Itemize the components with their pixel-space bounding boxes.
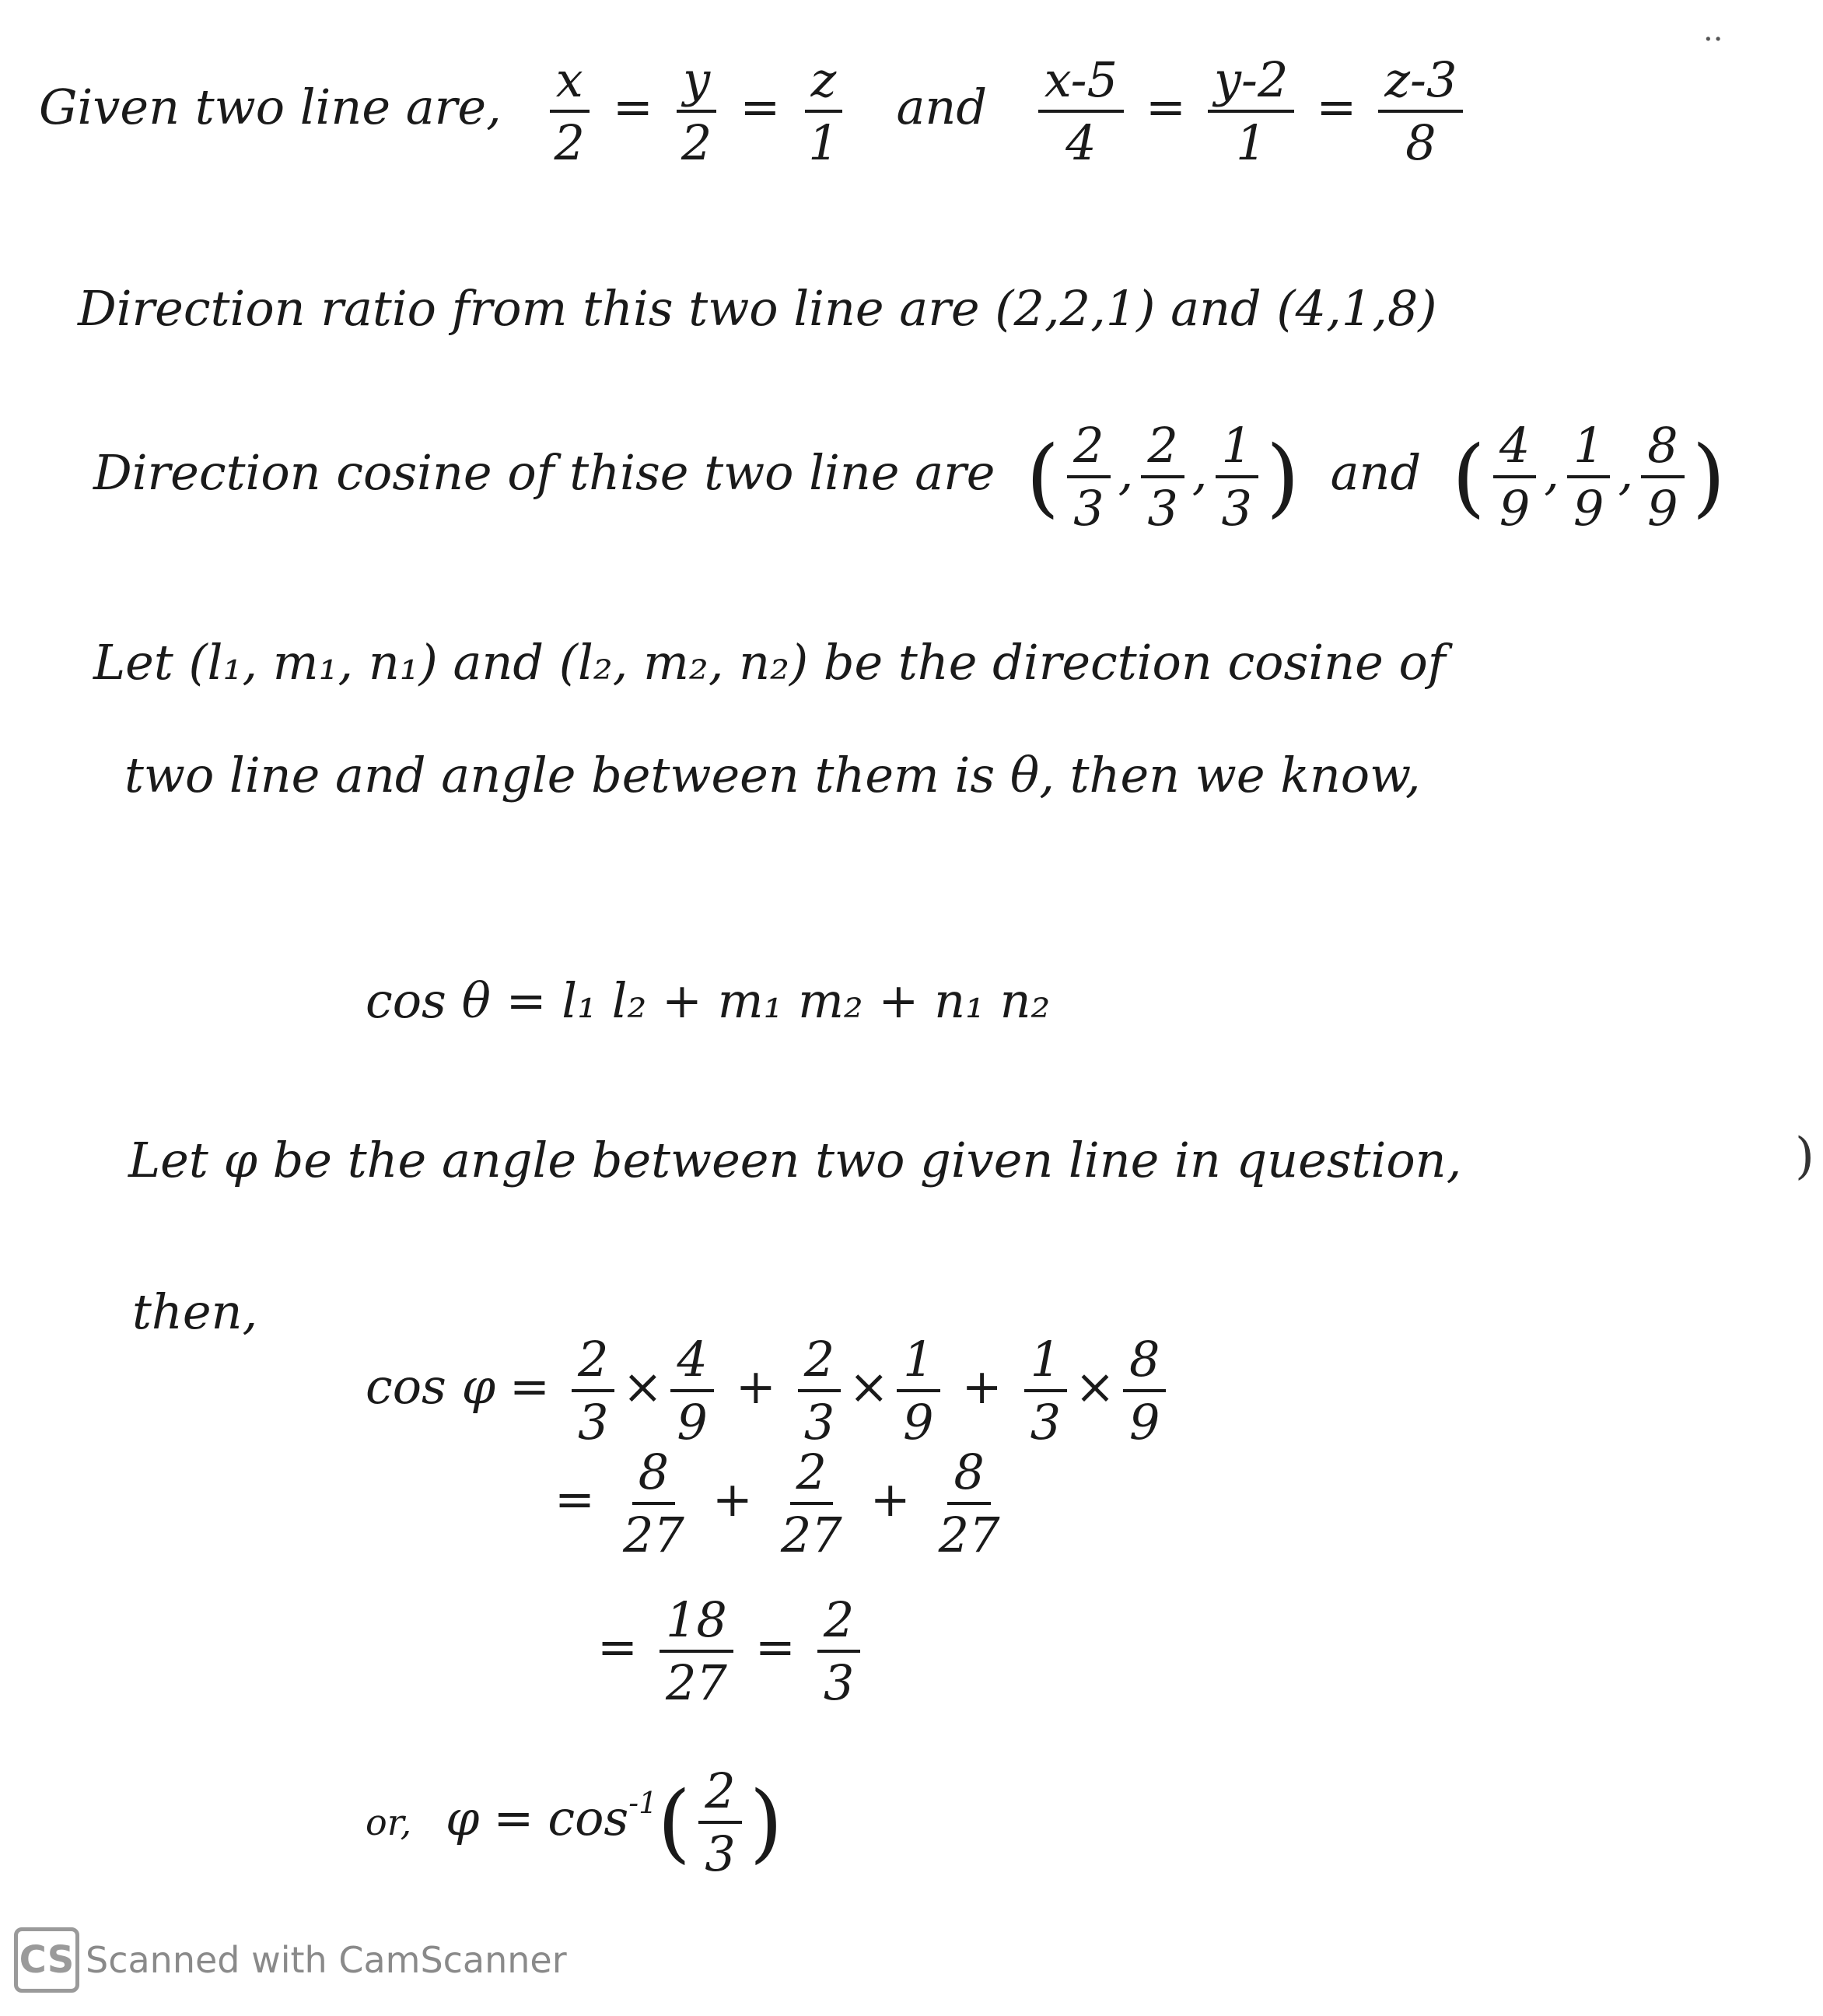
fraction: $\frac{z-3}{8}$ <box>1378 54 1463 168</box>
line1-equation: $\frac{x}{2}$ = $\frac{y}{2}$ = $\frac{z}{1}$ <box>540 79 868 135</box>
cos-theta-formula: cos θ = l₁ l₂ + m₁ m₂ + n₁ n₂ <box>366 972 1051 1029</box>
calc-step-2: = $\frac{8}{27}$ + $\frac{2}{27}$ + $\frac{8}{27}$ <box>541 1447 1014 1560</box>
fraction: $\frac{8}{9}$ <box>1641 420 1684 534</box>
camscanner-logo-icon: CS <box>14 1927 79 1993</box>
calc-step-1: cos φ = $\frac{2}{3}$ × $\frac{4}{9}$ + $\frac{2}{3}$ × $\frac{1}{9}$ + $\frac{1}{3}$ × $\frac{8}{9}$ <box>366 1334 1174 1447</box>
and-text: and <box>1330 444 1422 502</box>
fraction: $\frac{8}{9}$ <box>1123 1334 1166 1447</box>
camscanner-text: Scanned with CamScanner <box>86 1939 567 1981</box>
fraction: $\frac{2}{27}$ <box>780 1444 842 1564</box>
and-text: and <box>896 79 988 136</box>
cos-phi-lhs: cos φ <box>366 1358 495 1416</box>
fraction: $\frac{4}{9}$ <box>1493 420 1536 534</box>
given-text: Given two line are, <box>39 79 502 136</box>
direction-cosine-line: Direction cosine of thise two line are ( $\frac{2}{3}$ , $\frac{2}{3}$ , $\frac{1}{3}$ ) and ( $\frac{4}{9}$ , $\frac{1}{9}$ , $\frac{8}{9}$ ) <box>93 417 1726 537</box>
final-answer: or, $\varphi = \cos^{-1}$( $\frac{2}{3}$ ) <box>366 1762 783 1883</box>
corner-dots-icon: ·· <box>1703 22 1723 58</box>
or-text: or, <box>366 1801 412 1844</box>
fraction: $\frac{1}{9}$ <box>1567 420 1610 534</box>
fraction: $\frac{2}{3}$ <box>817 1594 860 1708</box>
calc-step-3: = $\frac{18}{27}$ = $\frac{2}{3}$ <box>583 1594 868 1708</box>
fraction: $\frac{18}{27}$ <box>660 1594 733 1708</box>
fraction: $\frac{4}{9}$ <box>670 1334 713 1447</box>
fraction: $\frac{2}{3}$ <box>698 1766 741 1879</box>
let-phi-line: Let φ be the angle between two given line in question, <box>128 1132 1462 1188</box>
fraction: $\frac{2}{3}$ <box>1141 420 1184 534</box>
fraction: $\frac{y}{2}$ <box>675 54 718 168</box>
line2-equation: $\frac{x-5}{4}$ = $\frac{y-2}{1}$ = $\frac{z-3}{8}$ <box>1030 79 1471 135</box>
given-line <box>39 51 1471 172</box>
direction-cosine-text: Direction cosine of thise two line are <box>93 444 995 502</box>
let-direction-cosine-line: Let (l₁, m₁, n₁) and (l₂, m₂, n₂) be the direction cosine of <box>93 634 1446 691</box>
then-text: then, <box>132 1283 258 1340</box>
fraction: $\frac{y-2}{1}$ <box>1208 54 1294 168</box>
fraction: $\frac{8}{27}$ <box>622 1444 684 1564</box>
stray-paren-mark: ) <box>1795 1128 1814 1185</box>
fraction: $\frac{2}{3}$ <box>1067 420 1110 534</box>
fraction: $\frac{z}{1}$ <box>802 54 845 168</box>
fraction: $\frac{2}{3}$ <box>572 1334 614 1447</box>
fraction: $\frac{1}{9}$ <box>897 1334 939 1447</box>
fraction: $\frac{x}{2}$ <box>548 54 590 168</box>
direction-ratio-line: Direction ratio from this two line are (2,2,1) and (4,1,8) <box>78 280 1437 337</box>
fraction: $\frac{2}{3}$ <box>798 1334 841 1447</box>
camscanner-watermark <box>14 1927 567 1993</box>
fraction: $\frac{x-5}{4}$ <box>1038 54 1124 168</box>
fraction: $\frac{8}{27}$ <box>938 1444 1000 1564</box>
fraction: $\frac{1}{3}$ <box>1024 1334 1067 1447</box>
fraction: $\frac{1}{3}$ <box>1216 420 1258 534</box>
angle-theta-line: two line and angle between them is θ, then we know, <box>124 747 1421 803</box>
